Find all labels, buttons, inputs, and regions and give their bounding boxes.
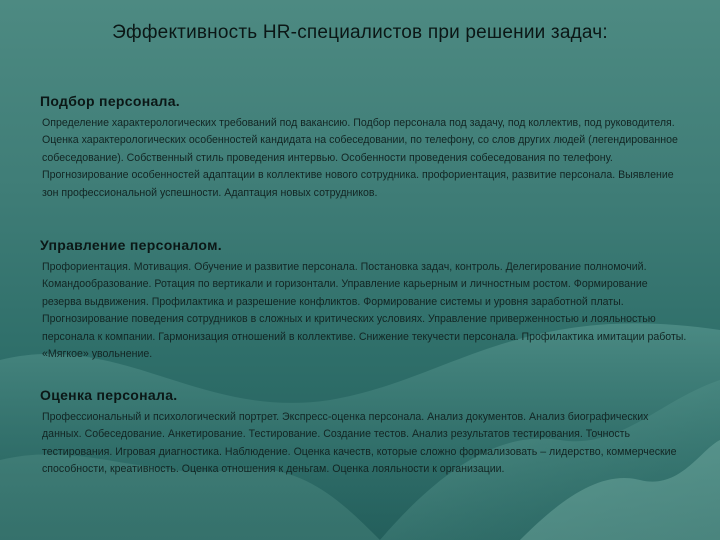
section-heading: Управление персоналом. xyxy=(40,237,222,253)
section-heading: Подбор персонала. xyxy=(40,93,181,109)
section-text: Профориентация. Мотивация. Обучение и развитие персонала. Постановка задач, контроль. Делегирование полномочий. Командообразование. Ротация по вертикали и горизонтали. Управление карьерным и личностным ростом. Формирование резерва выдвижения. Профилактика и разрешение конфликтов. Формирование системы и уровня заработной платы. Прогнозирование поведения сотрудников в сложных и критических условиях. Управление приверженностью и лояльностью персонала к компании. Гармонизация отношений в коллективе. Снижение текучести персонала. Профилактика имитации работы. «Мягкое» увольнение. xyxy=(42,261,687,361)
section-recruitment xyxy=(40,93,688,202)
section-text: Профессиональный и психологический портрет. Экспресс-оценка персонала. Анализ документов. Анализ биографических данных. Собеседование. Анкетирование. Тестирование. Создание тестов. Анализ результатов тестирования. Точность тестирования. Игровая диагностика. Наблюдение. Оценка качеств, которые сложно формализовать – лидерство, коммерческие способности, креативность. Оценка отношения к деньгам. Оценка лояльности к организации. xyxy=(42,411,677,476)
slide-title: Эффективность HR-специалистов при решении задач: xyxy=(112,22,608,43)
section-management xyxy=(40,237,688,363)
section-heading: Оценка персонала. xyxy=(40,387,178,403)
section-assessment xyxy=(40,387,688,479)
section-text: Определение характерологических требований под вакансию. Подбор персонала под задачу, под коллектив, под руководителя. Оценка характерологических особенностей кандидата на собеседовании, по телефону, со слов других людей (легендированное собеседование). Собственный стиль проведения интервью. Особенности проведения собеседования по телефону. Прогнозирование особенностей адаптации в коллективе нового сотрудника. профориентация, развитие персонала. Выявление зон профессиональной успешности. Адаптация новых сотрудников. xyxy=(42,117,678,199)
